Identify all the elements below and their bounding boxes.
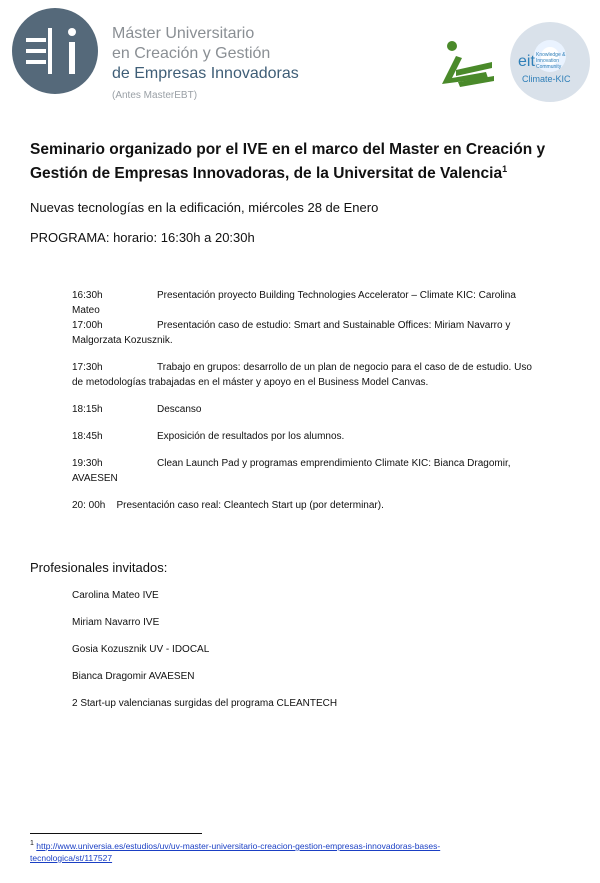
schedule-text: Descanso: [157, 404, 202, 415]
master-title: Máster Universitario en Creación y Gestión de Empresas Innovadoras: [112, 25, 299, 82]
footnote-divider: [30, 833, 202, 834]
guests-heading: Profesionales invitados:: [30, 560, 168, 575]
svg-text:Community: Community: [536, 64, 562, 70]
footnote-link[interactable]: http://www.universia.es/estudios/uv/uv-master-universitario-creacion-gestion-empresas-innovadoras-bases-tecnologica/st/117527: [30, 840, 441, 863]
schedule-time: 19:30h: [72, 458, 103, 469]
svg-text:Climate-KIC: Climate-KIC: [522, 74, 571, 84]
schedule-time: 18:45h: [72, 431, 103, 442]
schedule-entry: [72, 288, 542, 318]
schedule-entry: [72, 402, 542, 417]
schedule-text: Presentación proyecto Building Technologies Accelerator – Climate KIC: Carolina Mateo: [72, 290, 516, 316]
ive-logo: [422, 26, 508, 102]
schedule-entry: [72, 360, 542, 390]
master-ei-logo: [12, 8, 98, 94]
footnote-marker: 1: [502, 163, 508, 174]
schedule-time: 17:00h: [72, 320, 103, 331]
guest-item: Miriam Navarro IVE: [72, 617, 160, 628]
schedule-time: 16:30h: [72, 290, 103, 301]
schedule-entry: [72, 318, 542, 348]
seminar-title: Seminario organizado por el IVE en el marco del Master en Creación y Gestión de Empresas Innovadoras, de la Universitat de Valencia$^1$: [30, 141, 546, 182]
schedule-text: Trabajo en grupos: desarrollo de un plan de negocio para el caso de de estudio. Uso de metodologías trabajadas en el máster y apoyo en el Business Model Canvas.: [72, 362, 532, 388]
schedule-time: 18:15h: [72, 404, 103, 415]
guests-list: [72, 590, 337, 725]
guest-item: 2 Start-up valencianas surgidas del programa CLEANTECH: [72, 698, 338, 709]
svg-text:eit: eit: [518, 53, 535, 70]
schedule-text: Presentación caso real: Cleantech Start up (por determinar).: [116, 500, 384, 511]
seminar-subtitle: Nuevas tecnologías en la edificación, miércoles 28 de Enero: [30, 200, 379, 215]
footnote-number: 1: [30, 840, 34, 847]
schedule-text: Exposición de resultados por los alumnos.: [157, 431, 345, 442]
schedule-text: Clean Launch Pad y programas emprendimiento Climate KIC: Bianca Dragomir, AVAESEN: [72, 458, 511, 484]
svg-text:Innovation: Innovation: [536, 58, 560, 64]
footnote: [30, 838, 500, 864]
header: [0, 0, 600, 110]
svg-text:Knowledge &: Knowledge &: [536, 52, 566, 58]
guest-item: Gosia Kozusznik UV - IDOCAL: [72, 644, 210, 655]
guest-item: Carolina Mateo IVE: [72, 590, 159, 601]
program-heading: PROGRAMA: horario: 16:30h a 20:30h: [30, 230, 255, 245]
program-schedule: [72, 288, 542, 513]
schedule-time: 20: 00h: [72, 500, 106, 511]
eit-climate-kic-logo: [510, 22, 590, 102]
schedule-entry: [72, 429, 542, 444]
guest-item: Bianca Dragomir AVAESEN: [72, 671, 195, 682]
schedule-entry: [72, 456, 542, 486]
schedule-time: 17:30h: [72, 362, 103, 373]
antes-label: (Antes MasterEBT): [112, 90, 198, 101]
schedule-entry: [72, 498, 542, 513]
schedule-text: Presentación caso de estudio: Smart and Sustainable Offices: Miriam Navarro y Malgorzata Kozusznik.: [72, 320, 511, 346]
